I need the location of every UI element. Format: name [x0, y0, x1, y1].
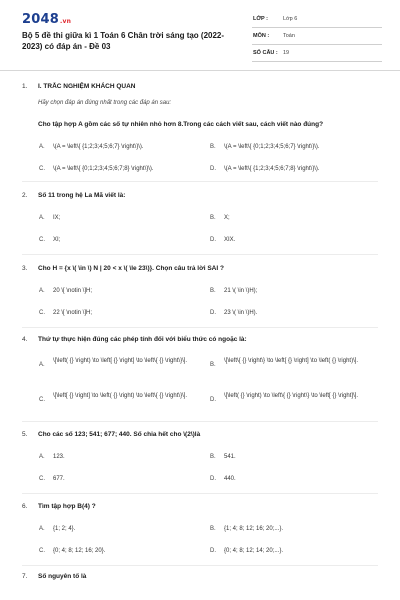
question-title: Cho các số 123; 541; 677; 440. Số chia hết cho \(2\)là: [38, 431, 201, 438]
option-letter: A.: [39, 454, 45, 460]
option-text: \(A = \left\{ {1;2;3;4;5;6;7;8} \right\}\).: [224, 166, 320, 172]
meta-row-class: [252, 14, 382, 28]
option-letter: C.: [39, 548, 45, 554]
option-letter: D.: [210, 548, 216, 554]
question-divider: [22, 327, 378, 328]
option-letter: D.: [210, 237, 216, 243]
option-text: {1; 2; 4}.: [53, 526, 76, 532]
question-4: [0, 336, 400, 403]
option-text: \[\left\{ {} \right\} \to \left[ {} \right] \to \left( {} \right)\].: [224, 358, 359, 364]
question-title: Thứ tự thực hiện đúng các phép tính đối với biểu thức có ngoặc là:: [38, 336, 247, 343]
option-text: \[\left( {} \right) \to \left[ {} \right] \to \left\{ {} \right\}\].: [53, 358, 188, 364]
question-number: 6.: [22, 503, 28, 510]
option-text: 677.: [53, 476, 65, 482]
option-letter: C.: [39, 166, 45, 172]
question-number: 7.: [22, 573, 28, 580]
question-1: [0, 83, 400, 172]
option-text: \(A = \left\{ {0;1;2;3;4;5;6;7} \right\}\).: [224, 144, 320, 150]
option-text: 541.: [224, 454, 236, 460]
option-letter: C.: [39, 476, 45, 482]
question-5: [0, 431, 400, 482]
option-text: {0; 4; 8; 12; 14; 20;...}.: [224, 548, 284, 554]
question-divider: [22, 493, 378, 494]
logo-domain: .vn: [59, 18, 72, 25]
question-title: Cho H = {x \( \in \) N | 20 < x \( \le 23\)}. Chọn câu trả lời SAI ?: [38, 265, 224, 272]
meta-label: SỐ CÂU :: [253, 50, 278, 56]
meta-label: LỚP :: [253, 16, 268, 22]
meta-value: Toán: [283, 33, 295, 39]
meta-row-subject: [252, 31, 382, 45]
option-text: \(A = \left\{ {0;1;2;3;4;5;6;7;8} \right\}\).: [53, 166, 154, 172]
question-title: I. TRẮC NGHIỆM KHÁCH QUAN: [38, 83, 136, 90]
option-letter: D.: [210, 476, 216, 482]
option-text: {0; 4; 8; 12; 16; 20}.: [53, 548, 106, 554]
logo-text: 2048: [22, 12, 59, 27]
question-number: 4.: [22, 336, 28, 343]
question-text: Cho tập hợp A gồm các số tự nhiên nhỏ hơn 8.Trong các cách viết sau, cách viết nào đúng?: [38, 121, 324, 128]
question-number: 5.: [22, 431, 28, 438]
option-letter: D.: [210, 310, 216, 316]
option-letter: C.: [39, 397, 45, 403]
option-text: {1; 4; 8; 12; 16; 20;...}.: [224, 526, 284, 532]
option-letter: B.: [210, 288, 216, 294]
option-letter: A.: [39, 362, 45, 368]
option-letter: D.: [210, 397, 216, 403]
meta-label: MÔN :: [253, 33, 270, 39]
option-letter: B.: [210, 526, 216, 532]
option-text: 20 \[ \notin \]H;: [53, 288, 93, 294]
header-divider: [0, 70, 400, 71]
option-text: \[\left[ {} \right] \to \left( {} \right) \to \left\{ {} \right\}\].: [53, 393, 188, 399]
option-letter: B.: [210, 362, 216, 368]
question-title: Tìm tập hợp B(4) ?: [38, 503, 96, 510]
option-text: \(A = \left\{ {1;2;3;4;5;6;7} \right\}\).: [53, 144, 144, 150]
question-title: Số nguyên tố là: [38, 573, 87, 580]
option-letter: B.: [210, 454, 216, 460]
option-letter: A.: [39, 215, 45, 221]
question-7: [0, 573, 400, 585]
option-letter: A.: [39, 526, 45, 532]
option-text: 23 \( \in \)H).: [224, 310, 258, 316]
option-letter: B.: [210, 144, 216, 150]
question-divider: [22, 181, 378, 182]
document-meta: [252, 14, 382, 65]
question-number: 3.: [22, 265, 28, 272]
option-letter: B.: [210, 215, 216, 221]
option-letter: D.: [210, 166, 216, 172]
option-text: XIX.: [224, 237, 236, 243]
question-6: [0, 503, 400, 554]
option-text: 22 \[ \notin \]H;: [53, 310, 93, 316]
option-text: IX;: [53, 215, 61, 221]
document-title: Bộ 5 đề thi giữa kì 1 Toán 6 Chân trời sáng tạo (2022-2023) có đáp án - Đề 03: [22, 31, 225, 51]
question-title: Số 11 trong hệ La Mã viết là:: [38, 192, 126, 199]
option-text: 440.: [224, 476, 236, 482]
meta-value: 19: [283, 50, 290, 56]
meta-row-question-count: [252, 48, 382, 62]
option-text: X;: [224, 215, 230, 221]
option-letter: A.: [39, 288, 45, 294]
question-divider: [22, 254, 378, 255]
option-text: XI;: [53, 237, 61, 243]
option-text: 123.: [53, 454, 65, 460]
option-letter: A.: [39, 144, 45, 150]
option-text: \[\left( {} \right) \to \left\{ {} \right\} \to \left[ {} \right]\].: [224, 393, 359, 399]
site-logo[interactable]: [22, 12, 71, 27]
question-3: [0, 265, 400, 316]
option-text: 21 \( \in \)H);: [224, 288, 258, 294]
document-header: [0, 0, 400, 70]
option-letter: C.: [39, 310, 45, 316]
question-divider: [22, 421, 378, 422]
meta-value: Lớp 6: [283, 16, 298, 22]
option-letter: C.: [39, 237, 45, 243]
question-2: [0, 192, 400, 243]
question-number: 2.: [22, 192, 28, 199]
question-number: 1.: [22, 83, 28, 90]
question-instruction: Hãy chọn đáp án đúng nhất trong các đáp án sau:: [38, 100, 172, 106]
question-divider: [22, 565, 378, 566]
